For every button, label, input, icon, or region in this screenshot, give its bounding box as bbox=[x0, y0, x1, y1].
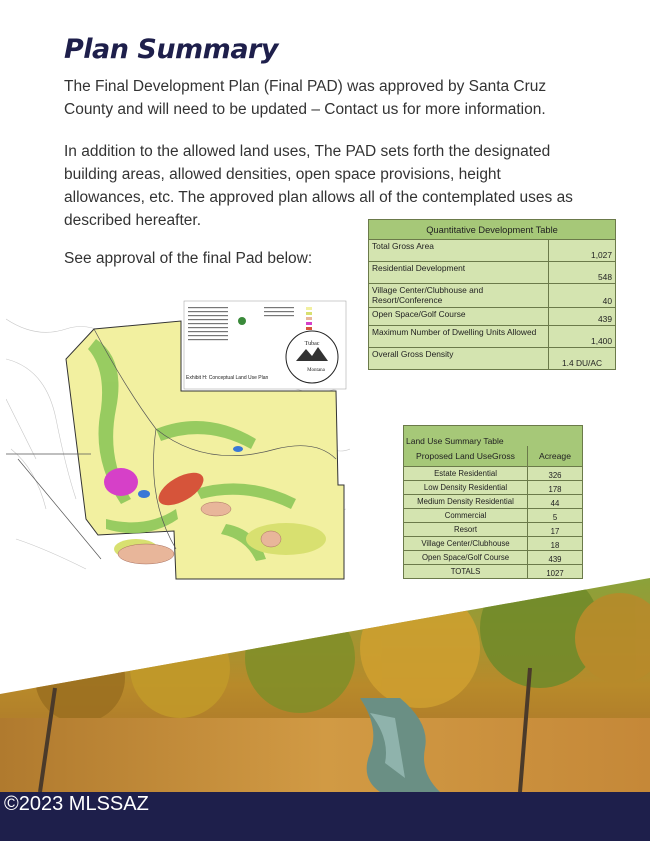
row-label: Open Space/Golf Course bbox=[369, 308, 549, 326]
column-header: Proposed Land UseGross bbox=[404, 446, 528, 467]
acreage-cell: 18 bbox=[528, 537, 583, 551]
land-use-cell: Open Space/Golf Course bbox=[404, 551, 528, 565]
row-label: Residential Development bbox=[369, 262, 549, 284]
acreage-cell: 5 bbox=[528, 509, 583, 523]
row-value: 1,027 bbox=[549, 240, 616, 262]
acreage-cell: 1027 bbox=[528, 565, 583, 579]
row-value: 40 bbox=[549, 284, 616, 308]
exhibit-label: Exhibit H: Conceptual Land Use Plan bbox=[186, 375, 269, 381]
resort-area bbox=[104, 468, 138, 496]
acreage-cell: 439 bbox=[528, 551, 583, 565]
land-use-cell: Low Density Residential bbox=[404, 481, 528, 495]
description-paragraph: In addition to the allowed land uses, The PAD sets forth the designated building areas, allowed densities, open space provisions, height allowances, etc. The approved plan allows all of the contemplated uses as described hereafter. bbox=[64, 143, 573, 229]
acreage-cell: 178 bbox=[528, 481, 583, 495]
table-row bbox=[404, 565, 583, 579]
table-row bbox=[369, 284, 616, 308]
table-row bbox=[404, 537, 583, 551]
quantitative-development-table bbox=[368, 219, 616, 370]
intro-paragraph: The Final Development Plan (Final PAD) was approved by Santa Cruz County and will need to be updated – Contact us for more information. bbox=[64, 78, 547, 118]
table-row bbox=[404, 495, 583, 509]
land-use-cell: Village Center/Clubhouse bbox=[404, 537, 528, 551]
row-value: 1,400 bbox=[549, 326, 616, 348]
land-use-cell: Estate Residential bbox=[404, 467, 528, 481]
row-label: Overall Gross Density bbox=[369, 348, 549, 370]
land-use-cell: Medium Density Residential bbox=[404, 495, 528, 509]
acreage-cell: 44 bbox=[528, 495, 583, 509]
table-row bbox=[404, 509, 583, 523]
land-use-summary-table bbox=[403, 425, 583, 579]
row-value: 439 bbox=[549, 308, 616, 326]
page-title: Plan Summary bbox=[64, 34, 278, 65]
table-row bbox=[369, 240, 616, 262]
table-row bbox=[404, 467, 583, 481]
table-row bbox=[369, 326, 616, 348]
row-label: Maximum Number of Dwelling Units Allowed bbox=[369, 326, 549, 348]
row-value: 1.4 DU/AC bbox=[549, 348, 616, 370]
column-header: Acreage bbox=[528, 446, 583, 467]
logo-text-bottom: Montana bbox=[307, 368, 325, 373]
land-use-cell: TOTALS bbox=[404, 565, 528, 579]
copyright-text: ©2023 MLSSAZ bbox=[4, 793, 149, 815]
row-value: 548 bbox=[549, 262, 616, 284]
table-row bbox=[404, 481, 583, 495]
row-label: Village Center/Clubhouse and Resort/Conference bbox=[369, 284, 549, 308]
land-use-plan-map bbox=[6, 299, 350, 589]
acreage-cell: 17 bbox=[528, 523, 583, 537]
table-row bbox=[369, 348, 616, 370]
table-title: Land Use Summary Table bbox=[404, 426, 583, 447]
approval-caption: See approval of the final Pad below: bbox=[64, 250, 313, 267]
table-row bbox=[369, 262, 616, 284]
land-use-cell: Commercial bbox=[404, 509, 528, 523]
table-title: Quantitative Development Table bbox=[369, 220, 616, 240]
table-row bbox=[404, 523, 583, 537]
acreage-cell: 326 bbox=[528, 467, 583, 481]
table-row bbox=[369, 308, 616, 326]
table-row bbox=[404, 551, 583, 565]
land-use-cell: Resort bbox=[404, 523, 528, 537]
autumn-creek-photo bbox=[0, 578, 650, 792]
logo-text-top: Tubac bbox=[304, 341, 320, 347]
row-label: Total Gross Area bbox=[369, 240, 549, 262]
